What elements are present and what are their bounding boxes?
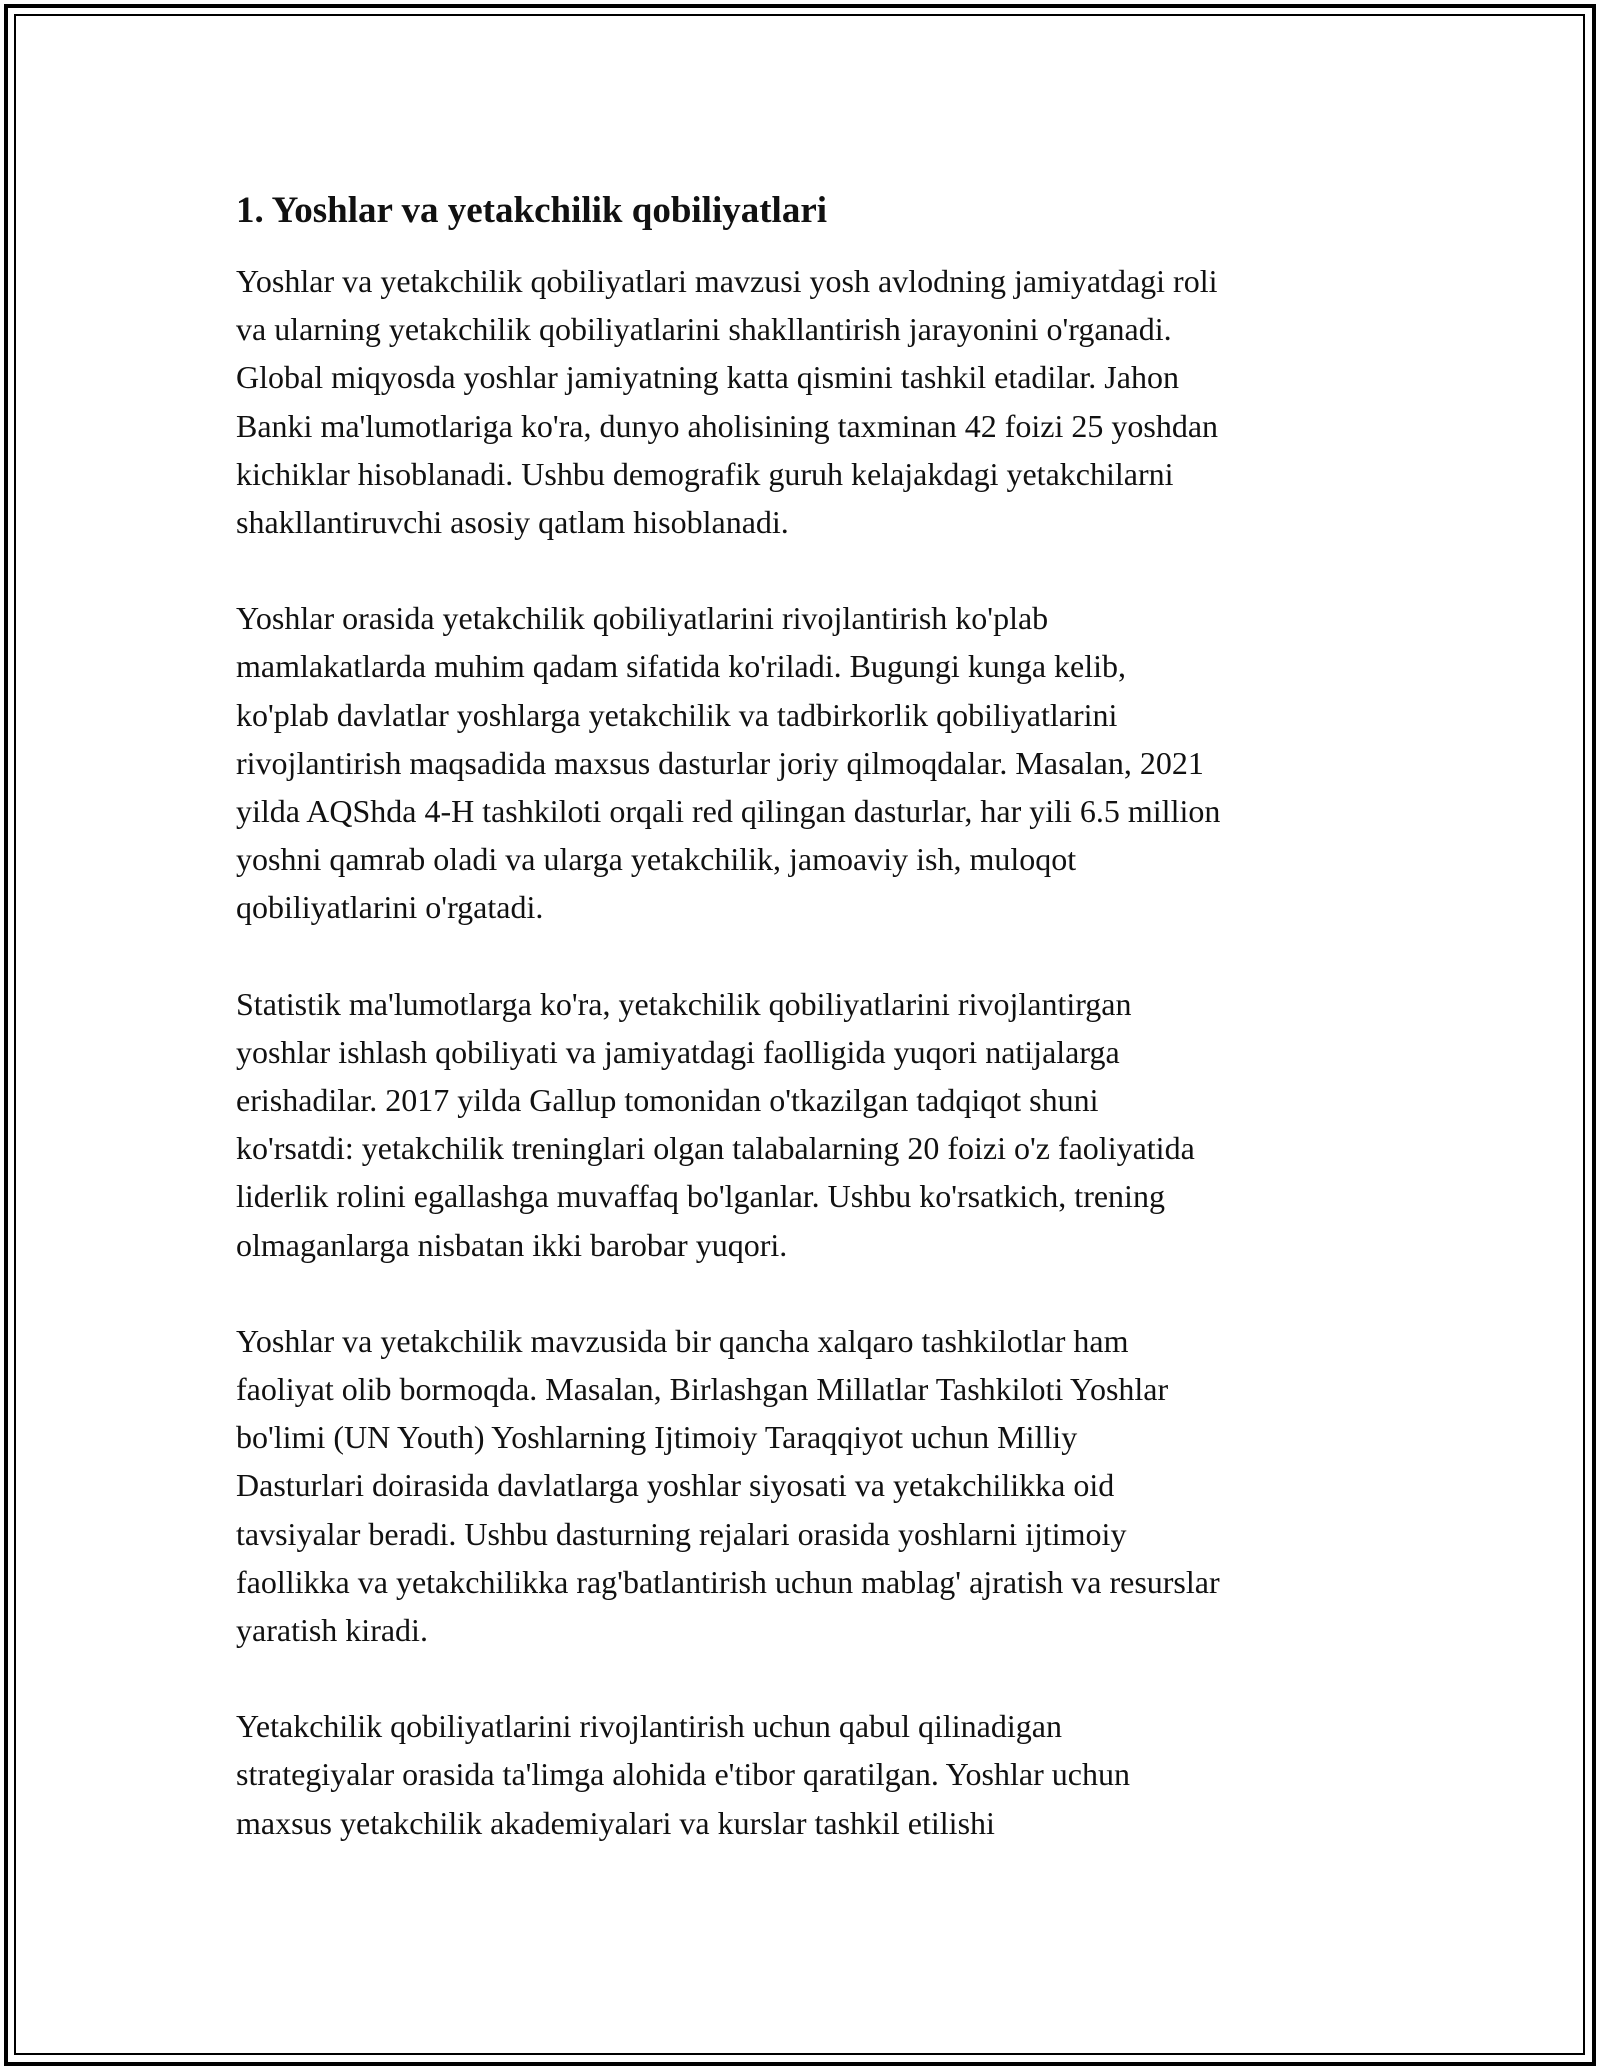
paragraph-line: faollikka va yetakchilikka rag'batlantirish uchun mablag' ajratish va resurslar	[236, 1563, 1220, 1600]
section-title: 1. Yoshlar va yetakchilik qobiliyatlari	[236, 190, 828, 231]
paragraph-line: shakllantiruvchi asosiy qatlam hisoblanadi.	[236, 504, 789, 541]
paragraph-line: tavsiyalar beradi. Ushbu dasturning rejalari orasida yoshlarni ijtimoiy	[236, 1515, 1127, 1552]
paragraph-line: va ularning yetakchilik qobiliyatlarini shakllantirish jarayonini o'rganadi.	[236, 311, 1172, 348]
body-paragraph	[236, 594, 1376, 931]
paragraph-line: yoshlar ishlash qobiliyati va jamiyatdagi faolligida yuqori natijalarga	[236, 1033, 1120, 1070]
body-paragraph	[236, 1702, 1376, 1847]
paragraph-line: strategiyalar orasida ta'limga alohida e'tibor qaratilgan. Yoshlar uchun	[236, 1756, 1130, 1793]
paragraph-line: yoshni qamrab oladi va ularga yetakchilik, jamoaviy ish, muloqot	[236, 841, 1077, 878]
paragraph-list	[236, 257, 1376, 1847]
paragraph-line: Yetakchilik qobiliyatlarini rivojlantirish uchun qabul qilinadigan	[236, 1708, 1062, 1745]
paragraph-line: olmaganlarga nisbatan ikki barobar yuqori.	[236, 1226, 788, 1263]
paragraph-line: Yoshlar va yetakchilik mavzusida bir qancha xalqaro tashkilotlar ham	[236, 1322, 1129, 1359]
paragraph-line: rivojlantirish maqsadida maxsus dasturlar joriy qilmoqdalar. Masalan, 2021	[236, 744, 1204, 781]
body-paragraph	[236, 1317, 1376, 1654]
paragraph-line: Dasturlari doirasida davlatlarga yoshlar siyosati va yetakchilikka oid	[236, 1467, 1115, 1504]
body-paragraph	[236, 257, 1376, 546]
paragraph-line: mamlakatlarda muhim qadam sifatida ko'riladi. Bugungi kunga kelib,	[236, 648, 1126, 685]
paragraph-line: liderlik rolini egallashga muvaffaq bo'lganlar. Ushbu ko'rsatkich, trening	[236, 1178, 1165, 1215]
paragraph-line: faoliyat olib bormoqda. Masalan, Birlashgan Millatlar Tashkiloti Yoshlar	[236, 1371, 1169, 1408]
paragraph-line: Yoshlar orasida yetakchilik qobiliyatlarini rivojlantirish ko'plab	[236, 600, 1049, 637]
paragraph-line: erishadilar. 2017 yilda Gallup tomonidan o'tkazilgan tadqiqot shuni	[236, 1082, 1099, 1119]
document-body	[236, 186, 1376, 1895]
paragraph-line: Global miqyosda yoshlar jamiyatning katta qismini tashkil etadilar. Jahon	[236, 359, 1179, 396]
paragraph-line: Banki ma'lumotlariga ko'ra, dunyo aholisining taxminan 42 foizi 25 yoshdan	[236, 407, 1219, 444]
paragraph-line: ko'plab davlatlar yoshlarga yetakchilik va tadbirkorlik qobiliyatlarini	[236, 696, 1118, 733]
paragraph-line: yaratish kiradi.	[236, 1612, 428, 1649]
paragraph-line: bo'limi (UN Youth) Yoshlarning Ijtimoiy Taraqqiyot uchun Milliy	[236, 1419, 1078, 1456]
paragraph-line: ko'rsatdi: yetakchilik treninglari olgan talabalarning 20 foizi o'z faoliyatida	[236, 1130, 1195, 1167]
paragraph-line: qobiliyatlarini o'rgatadi.	[236, 889, 544, 926]
paragraph-line: maxsus yetakchilik akademiyalari va kurslar tashkil etilishi	[236, 1804, 995, 1841]
paragraph-line: yilda AQShda 4-H tashkiloti orqali red qilingan dasturlar, har yili 6.5 million	[236, 793, 1221, 830]
paragraph-line: Yoshlar va yetakchilik qobiliyatlari mavzusi yosh avlodning jamiyatdagi roli	[236, 263, 1218, 299]
paragraph-line: kichiklar hisoblanadi. Ushbu demografik guruh kelajakdagi yetakchilarni	[236, 455, 1174, 492]
paragraph-line: Statistik ma'lumotlarga ko'ra, yetakchilik qobiliyatlarini rivojlantirgan	[236, 985, 1132, 1022]
body-paragraph	[236, 980, 1376, 1269]
